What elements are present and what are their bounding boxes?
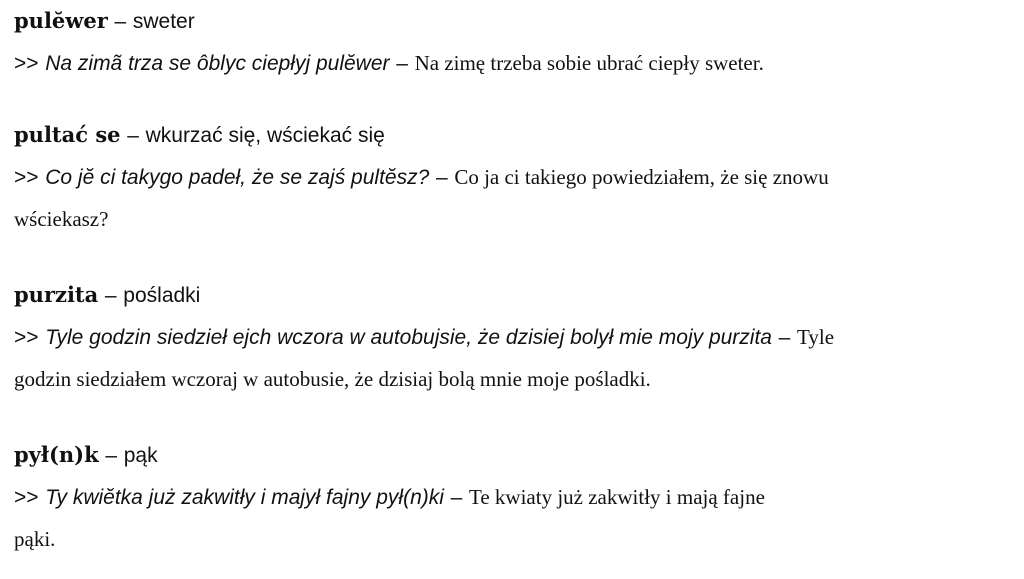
example-line bbox=[14, 156, 1014, 198]
example-dash: – bbox=[778, 326, 791, 349]
definition: sweter bbox=[132, 10, 195, 33]
headword: pulĕwer bbox=[14, 8, 108, 33]
separator-dash: – bbox=[104, 284, 117, 307]
dictionary-entry bbox=[14, 434, 1014, 560]
dictionary-entry bbox=[14, 114, 1014, 240]
example-line bbox=[14, 42, 1014, 84]
example-dash: – bbox=[450, 486, 463, 509]
example-dash: – bbox=[396, 52, 408, 75]
separator-dash: – bbox=[105, 444, 118, 467]
example-dialect: Ty kwiĕtka już zakwitły i majył fajny pył(n)ki bbox=[45, 486, 444, 509]
dictionary-entry bbox=[14, 274, 1014, 400]
definition: wkurzać się, wściekać się bbox=[145, 124, 385, 147]
entry-heading-line bbox=[14, 114, 1014, 156]
example-translation: Te kwiaty już zakwitły i mają fajne bbox=[468, 485, 765, 509]
example-marker: >> bbox=[14, 326, 39, 349]
example-translation: Tyle bbox=[797, 325, 835, 349]
example-dash: – bbox=[435, 166, 448, 189]
example-dialect: Co jĕ ci takygo padeł, że se zajś pultĕsz? bbox=[45, 166, 430, 189]
headword: pył(n)k bbox=[14, 442, 99, 467]
definition: pośladki bbox=[123, 284, 201, 307]
example-dialect: Tyle godzin siedzieł ejch wczora w autobujsie, że dzisiej bolył mie mojy purzita bbox=[45, 326, 772, 349]
example-marker: >> bbox=[14, 166, 39, 189]
separator-dash: – bbox=[127, 124, 139, 147]
example-translation-continued: wściekasz? bbox=[14, 207, 109, 231]
example-continuation-line bbox=[14, 518, 1014, 560]
entry-heading-line bbox=[14, 0, 1014, 42]
headword: pultać se bbox=[14, 122, 121, 147]
example-marker: >> bbox=[14, 486, 39, 509]
example-line bbox=[14, 476, 1014, 518]
example-line bbox=[14, 316, 1014, 358]
entry-heading-line bbox=[14, 434, 1014, 476]
example-dialect: Na zimã trza se ôblyc ciepłyj pulĕwer bbox=[45, 52, 390, 75]
example-continuation-line bbox=[14, 358, 1014, 400]
headword: purzita bbox=[14, 282, 99, 307]
example-translation-continued: godzin siedziałem wczoraj w autobusie, że dzisiaj bolą mnie moje pośladki. bbox=[14, 367, 651, 391]
example-translation: Na zimę trzeba sobie ubrać ciepły sweter. bbox=[414, 51, 764, 75]
definition: pąk bbox=[123, 444, 158, 467]
entry-heading-line bbox=[14, 274, 1014, 316]
example-translation-continued: pąki. bbox=[14, 527, 56, 551]
dictionary-entry bbox=[14, 0, 1014, 84]
example-continuation-line bbox=[14, 198, 1014, 240]
example-marker: >> bbox=[14, 52, 39, 75]
example-translation: Co ja ci takiego powiedziałem, że się znowu bbox=[454, 165, 829, 189]
separator-dash: – bbox=[114, 10, 127, 33]
